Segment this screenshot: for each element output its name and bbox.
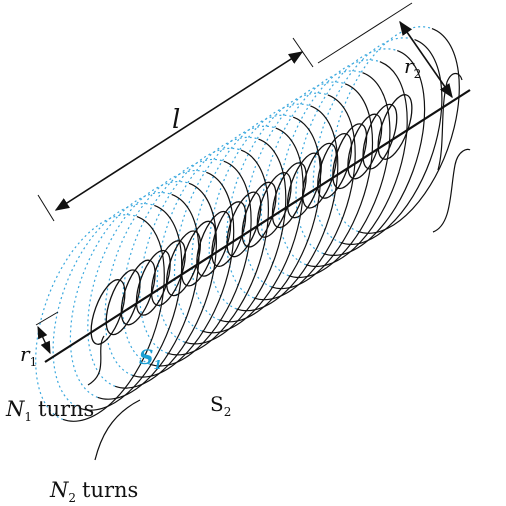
outer-turn-back bbox=[236, 54, 362, 276]
inner-radius-extension bbox=[36, 312, 58, 325]
outer-turns-label: $N_2$ turns bbox=[50, 478, 139, 505]
outer-turn-back bbox=[28, 186, 154, 408]
outer-turn-back bbox=[10, 197, 136, 419]
inner-radius-label: $r_1$ bbox=[20, 342, 38, 369]
inner-radius-arrow bbox=[38, 327, 50, 353]
length-extension-right bbox=[293, 38, 313, 67]
outer-radius-extension bbox=[318, 3, 412, 63]
outer-turn-back bbox=[63, 164, 189, 386]
outer-coil-far-lead bbox=[433, 149, 470, 232]
outer-turn bbox=[80, 205, 206, 427]
outer-turn-back bbox=[115, 131, 241, 353]
length-extension-left bbox=[38, 195, 54, 221]
outer-turn-back bbox=[97, 142, 223, 364]
outer-turn-back bbox=[80, 153, 206, 375]
length-label: l bbox=[172, 105, 181, 135]
outer-radius-label: $r_2$ bbox=[404, 54, 422, 81]
outer-solenoid-label: $S_2$ bbox=[210, 392, 232, 419]
outer-turn-back bbox=[201, 76, 327, 298]
inner-solenoid-label: $S_1$ bbox=[139, 345, 162, 372]
outer-turn-back bbox=[219, 65, 345, 287]
inner-turns-label: $N_1$ turns bbox=[6, 397, 95, 424]
